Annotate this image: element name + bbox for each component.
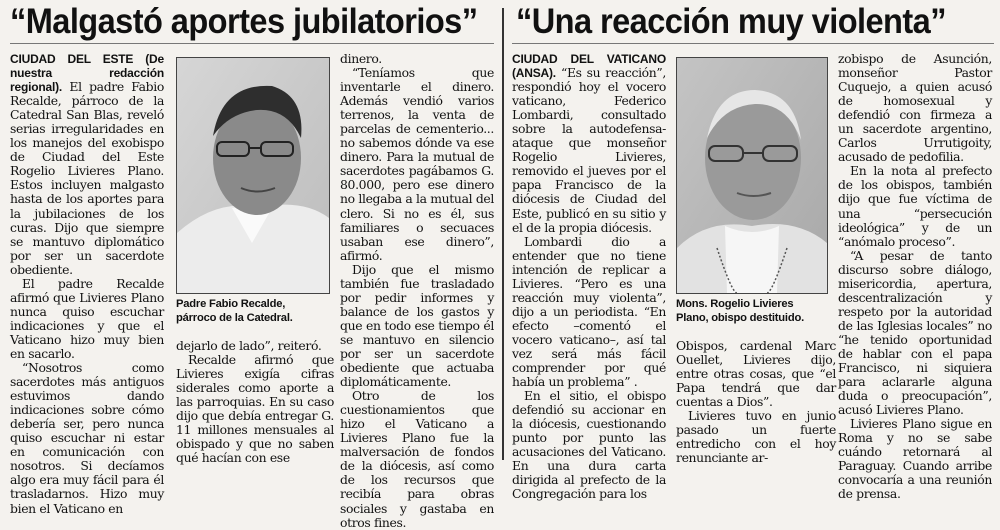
article1-column-1: [10, 52, 164, 516]
article2-column-3: [838, 52, 992, 502]
article2-column-1: [512, 52, 666, 502]
article1-column-3: [340, 52, 494, 530]
article-separator: [502, 8, 504, 460]
article1-paragraph: El padre Fabio Recalde, párroco de la Catedral San Blas, reveló serias irregularidades en los manejos del exobispo de Ciudad del Este Rogelio Livieres Plano. Estos incluyen malgasto hasta de los aportes para la jubilaciones de los curas. Dijo que siempre se mantuvo diplomático por ser un sacerdote obediente.: [10, 79, 164, 277]
article1-column-2: [176, 339, 334, 465]
article2-paragraph: En la nota al prefecto de los obispos, también dijo que fue víctima de una “persecución ideológica” y de un “anómalo proceso”.: [838, 163, 992, 249]
article1-paragraph: dinero.: [340, 51, 382, 66]
article2-paragraph: zobispo de Asunción, monseñor Pastor Cuquejo, a quien acusó de homosexual y defendió con firmeza a un sacerdote argentino, Carlos Urrutigoity, acusado de pedofilia.: [838, 51, 992, 165]
article2-paragraph: Lombardi dio a entender que no tiene intención de replicar a Livieres. “Pero es una reacción muy violenta”, dijo a un periodista. “En efecto –comentó el vocero vaticano–, así tal vez será más fácil comprender por qué había un problema” .: [512, 233, 666, 390]
article2-rule: [512, 43, 994, 44]
recalde-photo-caption: Padre Fabio Recalde, párroco de la Catedral.: [176, 298, 293, 324]
article1-rule: [10, 43, 494, 44]
livieres-photo-caption: Mons. Rogelio Livieres Plano, obispo destituido.: [676, 298, 805, 324]
article1-dateline: CIUDAD DEL ESTE (De nuestra redacción regional).: [10, 52, 164, 95]
article2-dateline: CIUDAD DEL VATICANO (ANSA).: [512, 52, 666, 81]
article2-paragraph: Obispos, cardenal Marc Ouellet, Livieres dijo, entre otras cosas, que “el Papa tendrá que dar cuentas a Dios”.: [676, 338, 836, 410]
article1-paragraph: dejarlo de lado”, reiteró.: [176, 338, 322, 353]
article1-paragraph: El padre Recalde afirmó que Livieres Plano nunca quiso escuchar indicaciones y que el Vaticano hizo muy bien en sacarlo.: [10, 275, 164, 361]
article2-paragraph: “A pesar de tanto discurso sobre diálogo, misericordia, apertura, descentralización y respeto por la autoridad de las Iglesias locales” no “he tenido oportunidad de hablar con el papa Francisco, ni siquiera para aclararle alguna duda o preocupación”, acusó Livieres Plano.: [838, 247, 992, 418]
article1-paragraph: Recalde afirmó que Livieres exigía cifras siderales como aporte a las parroquias. En su caso dijo que debía entregar G. 11 millones mensuales al obispado y que no saben qué hacían con ese: [176, 352, 334, 466]
article1-paragraph: “Nosotros como sacerdotes más antiguos estuvimos dando indicaciones sobre cómo debería ser, pero nunca quiso escuchar ni estar en comunicación con nosotros. Si decíamos algo era muy fácil para él trasladarnos. Hizo muy bien el Vaticano en: [10, 360, 164, 516]
article1-paragraph: Dijo que el mismo también fue trasladado por pedir informes y balance de los gastos y que en todo ese tiempo él se mantuvo en silencio por ser un sacerdote obediente que actuaba diplomáticamente.: [340, 261, 494, 390]
article1-paragraph: Otro de los cuestionamientos que hizo el Vaticano a Livieres Plano fue la malversación de fondos de la diócesis, así como de los recursos que recibía para obras sociales y gastaba en otros fines.: [340, 388, 494, 530]
article2-paragraph: Livieres Plano sigue en Roma y no se sabe cuándo retornará al Paraguay. Cuando arribe convocaría a una reunión de prensa.: [838, 416, 992, 502]
article2-paragraph: Livieres tuvo en junio pasado un fuerte entredicho con el hoy renunciante ar-: [676, 408, 836, 466]
article2-paragraph: “Es su reacción”, respondió hoy el vocero vaticano, Federico Lombardi, consultado sobre la autodefensa-ataque que monseñor Rogelio Livieres, removido el jueves por el papa Francisco de la diócesis de Ciudad del Este, publicó en su sitio y el de la propia diócesis.: [512, 65, 666, 235]
article2-headline: “Una reacción muy violenta”: [516, 2, 946, 41]
livieres-photo: [676, 57, 828, 294]
article1-headline: “Malgastó aportes jubilatorios”: [10, 2, 478, 41]
recalde-photo: [176, 57, 330, 294]
article2-paragraph: En el sitio, el obispo defendió su accionar en la diócesis, cuestionando punto por punto las acusaciones del Vaticano. En una dura carta dirigida al prefecto de la Congregación para los: [512, 388, 666, 502]
article2-column-2: [676, 339, 836, 465]
article1-paragraph: “Teníamos que inventarle el dinero. Además vendió varios terrenos, la venta de parcelas de cementerio... no sabemos dónde va ese dinero. Para la mutual de sacerdotes pagábamos G. 80.000, pero ese dinero no llegaba a la mutual del clero. Si no es él, sus familiares o secuaces usaban ese dinero”, afirmó.: [340, 65, 494, 263]
